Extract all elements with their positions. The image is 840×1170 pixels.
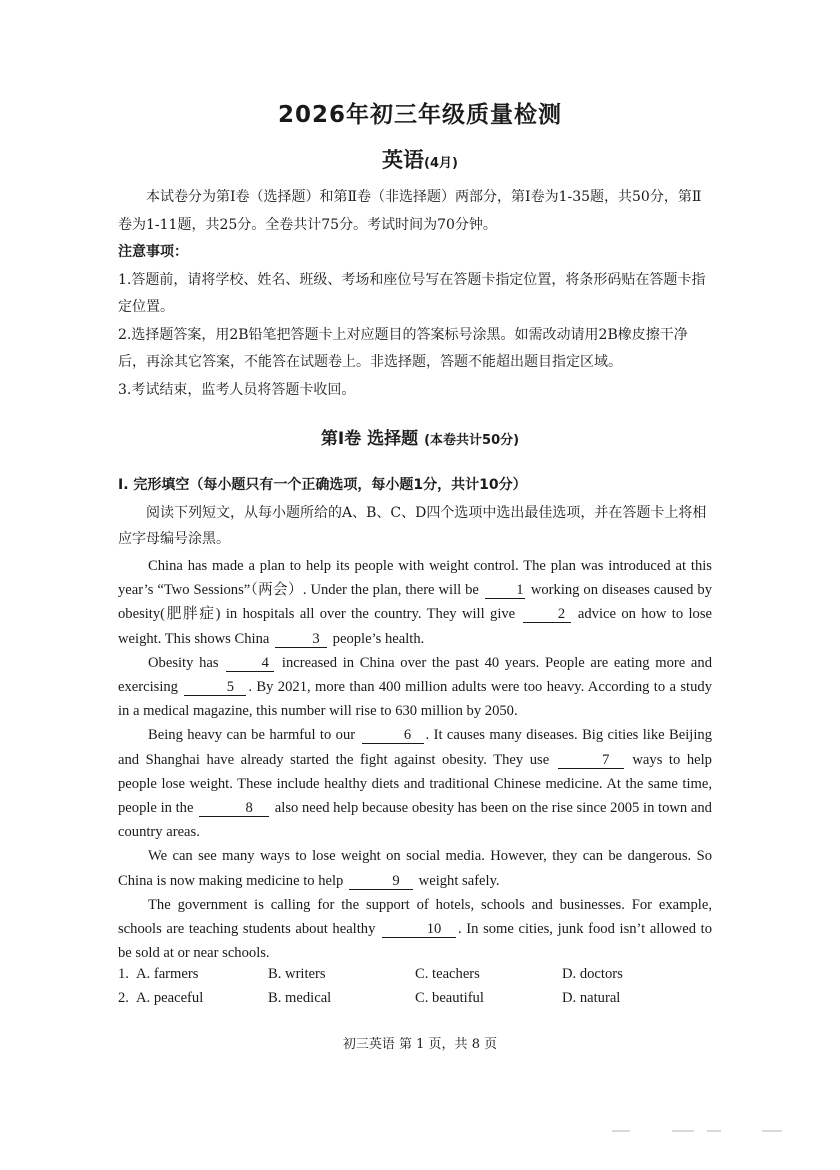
scan-artifact xyxy=(612,1125,792,1139)
passage-text: . By 2021, more than 400 million adults were too heavy. According to a study in a medical magazine, this number will rise to 630 million by 2050. xyxy=(118,679,712,720)
passage-text: also need help because obesity has been on the rise since 2005 in town and country areas. xyxy=(118,800,712,841)
page-footer: 初三英语 第 1 页，共 8 页 xyxy=(342,1037,498,1052)
passage-paragraph-3 xyxy=(118,723,712,844)
passage-text: Obesity has xyxy=(148,654,219,671)
exam-intro-block xyxy=(118,184,714,404)
exam-subject xyxy=(0,144,840,174)
option-b: B. medical xyxy=(268,990,332,1006)
cloze-blank-9: 9 xyxy=(349,873,413,890)
note-item-3: 3.考试结束，监考人员将答题卡收回。 xyxy=(118,381,356,398)
question-row-2 xyxy=(118,990,714,1014)
option-b: B. writers xyxy=(268,966,326,982)
cloze-blank-1: 1 xyxy=(485,582,525,599)
part1-instruction: 阅读下列短文，从每小题所给的A、B、C、D四个选项中选出最佳选项，并在答题卡上将相应字母编号涂黑。 xyxy=(118,505,707,547)
passage-text: advice on how to lose weight. This shows China xyxy=(118,606,712,647)
question-row-1 xyxy=(118,966,714,990)
cloze-blank-6: 6 xyxy=(362,727,424,744)
passage-text: weight safely. xyxy=(418,872,500,889)
cloze-blank-8: 8 xyxy=(199,800,269,817)
part1-instruction-block xyxy=(118,500,714,552)
passage-paragraph-2 xyxy=(118,651,712,724)
section-heading xyxy=(0,424,840,449)
exam-title: 2026年初三年级质量检测 xyxy=(277,102,562,128)
cloze-blank-4: 4 xyxy=(226,655,274,672)
question-number: 1. xyxy=(118,966,129,982)
note-item-1: 1.答题前，请将学校、姓名、班级、考场和座位号写在答题卡指定位置，将条形码贴在答题卡指定位置。 xyxy=(118,271,706,315)
exam-month: (4月) xyxy=(424,156,458,171)
cloze-passage xyxy=(118,554,712,965)
option-c: C. beautiful xyxy=(415,990,484,1006)
question-number: 2. xyxy=(118,990,129,1006)
cloze-blank-5: 5 xyxy=(184,679,246,696)
passage-text: ways to help people lose weight. These include healthy diets and traditional Chinese medicine. At the same time, people in the xyxy=(118,751,712,817)
cloze-blank-2: 2 xyxy=(523,606,571,623)
cloze-blank-7: 7 xyxy=(558,752,624,769)
option-a: A. peaceful xyxy=(136,990,204,1006)
option-d: D. doctors xyxy=(562,966,623,982)
option-c: C. teachers xyxy=(415,966,480,982)
cloze-blank-10: 10 xyxy=(382,921,456,938)
exam-intro: 本试卷分为第Ⅰ卷（选择题）和第Ⅱ卷（非选择题）两部分，第Ⅰ卷为1-35题，共50分，第Ⅱ卷为1-11题，共25分。全卷共计75分。考试时间为70分钟。 xyxy=(118,189,702,233)
section-title: 第Ⅰ卷 选择题 xyxy=(320,429,419,449)
option-d: D. natural xyxy=(562,990,621,1006)
option-a: A. farmers xyxy=(136,966,199,982)
passage-text: Being heavy can be harmful to our xyxy=(148,727,356,744)
question-options xyxy=(118,966,714,1014)
passage-paragraph-5 xyxy=(118,893,712,966)
passage-text: . It causes many diseases. Big cities like Beijing and Shanghai have already started the fight against obesity. They use xyxy=(118,727,712,768)
passage-text: We can see many ways to lose weight on social media. However, they can be dangerous. So China is now making medicine to help xyxy=(118,848,712,889)
part1-heading: I. 完形填空（每小题只有一个正确选项，每小题1分，共计10分） xyxy=(118,477,527,493)
passage-text: The government is calling for the support of hotels, schools and businesses. For example, schools are teaching students about healthy xyxy=(118,896,712,938)
passage-text: China has made a plan to help its people with weight control. The plan was introduced at this year’s “Two Sessions”（两会）. Under the plan, there will be xyxy=(118,558,712,599)
passage-text: . In some cities, junk food isn’t allowed to be sold at or near schools. xyxy=(118,921,713,962)
passage-paragraph-1 xyxy=(118,554,712,651)
passage-paragraph-4 xyxy=(118,844,712,892)
cloze-blank-3: 3 xyxy=(275,631,327,648)
passage-text: people’s health. xyxy=(332,630,425,647)
passage-text: increased in China over the past 40 years. People are eating more and exercising xyxy=(118,654,712,696)
notes-heading: 注意事项： xyxy=(118,244,188,260)
note-item-2: 2.选择题答案，用2B铅笔把答题卡上对应题目的答案标号涂黑。如需改动请用2B橡皮擦干净后，再涂其它答案，不能答在试题卷上。非选择题，答题不能超出题目指定区域。 xyxy=(118,326,688,370)
section-note: (本卷共计50分) xyxy=(424,433,520,448)
subject-name: 英语 xyxy=(382,148,425,172)
passage-text: working on diseases caused by obesity(肥胖症) in hospitals all over the country. They will give xyxy=(118,582,712,623)
